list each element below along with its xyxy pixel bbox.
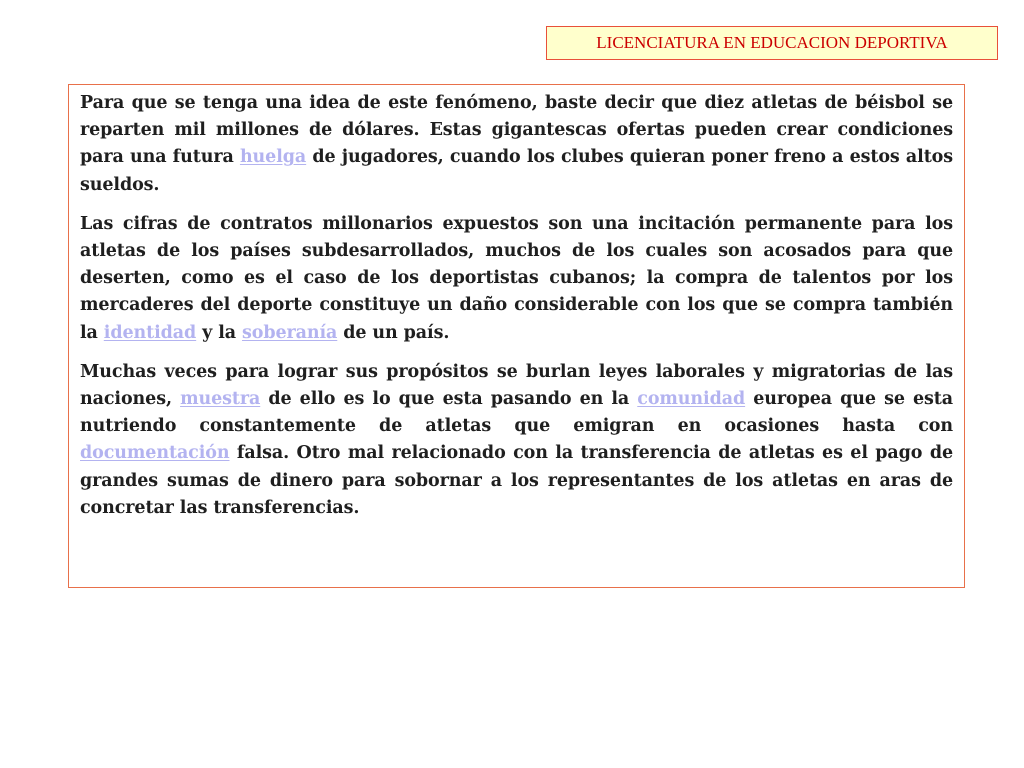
paragraph-3-text-1: Muchas veces para lograr sus propósitos se burlan leyes laborales y migratorias de las naciones, — [80, 361, 953, 410]
paragraph-3-text-3: europea que se esta nutriendo constantemente de atletas que emigran en ocasiones hasta con — [80, 389, 953, 437]
paragraph-2 — [80, 211, 953, 347]
link-muestra[interactable]: muestra — [180, 389, 261, 410]
link-huelga[interactable]: huelga — [239, 147, 307, 168]
paragraph-1-text-1: Para que se tenga una idea de este fenómeno, baste decir que diez atletas de béisbol se reparten mil millones de dólares. Estas gigantescas ofertas pueden crear condiciones para una futura — [80, 93, 953, 168]
paragraph-1-text-2: de jugadores, cuando los clubes quieran poner freno a estos altos sueldos. — [80, 147, 953, 195]
header-title-box — [546, 26, 998, 60]
content-box — [68, 84, 965, 588]
link-identidad[interactable]: identidad — [103, 322, 197, 343]
paragraph-2-text-3: de un país. — [337, 322, 450, 343]
paragraph-2-text-2: y la — [196, 322, 243, 343]
header-title: LICENCIATURA EN EDUCACION DEPORTIVA — [596, 33, 948, 52]
paragraph-3 — [80, 359, 953, 522]
link-documentacion[interactable]: documentación — [80, 443, 230, 464]
link-comunidad[interactable]: comunidad — [637, 389, 746, 410]
link-soberania[interactable]: soberanía — [242, 322, 338, 343]
paragraph-1 — [80, 90, 953, 199]
paragraph-3-text-2: de ello es lo que esta pasando en la — [260, 389, 638, 410]
paragraph-2-text-1: Las cifras de contratos millonarios expuestos son una incitación permanente para los atletas de los países subdesarrollados, muchos de los cuales son acosados para que deserten, como es el caso de los deportistas cubanos; la compra de talentos por los mercaderes del deporte constituye un daño considerable con los que se compra también la — [80, 213, 953, 343]
paragraph-3-text-4: falsa. Otro mal relacionado con la transferencia de atletas es el pago de grandes sumas de dinero para sobornar a los representantes de los atletas en aras de concretar las transferencias. — [80, 443, 953, 518]
